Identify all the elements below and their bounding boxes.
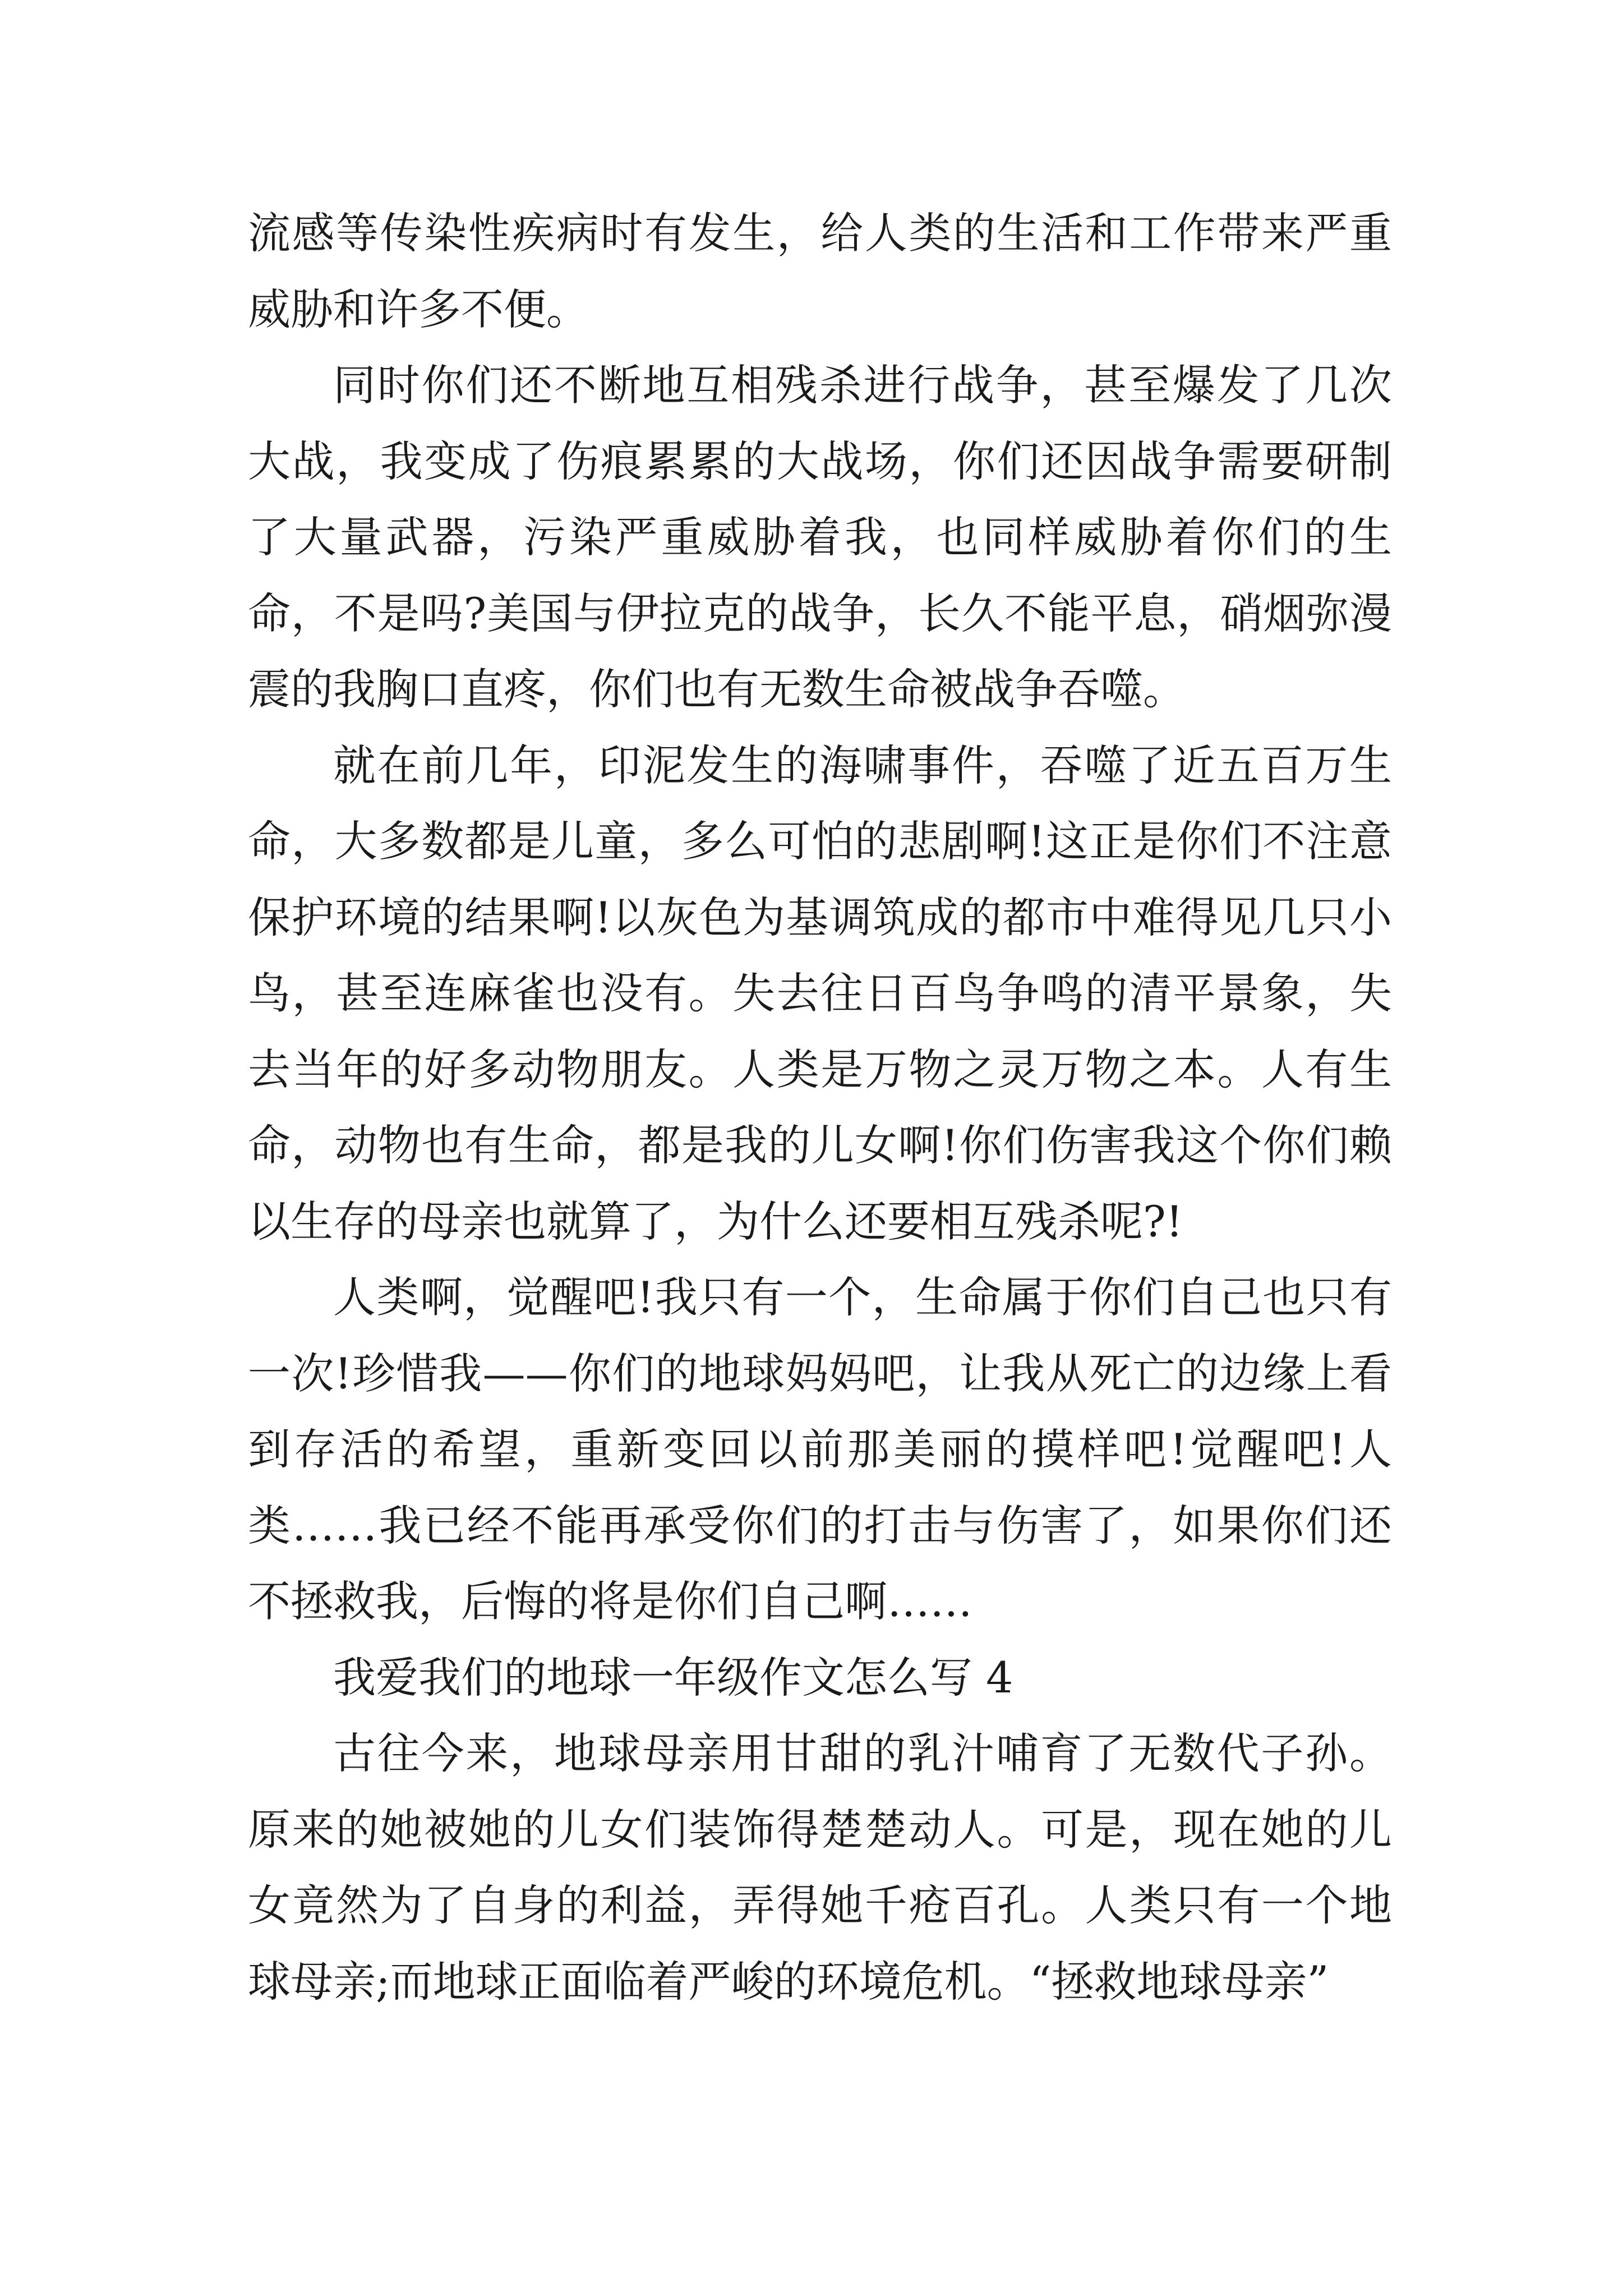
paragraph-awaken: 人类啊，觉醒吧!我只有一个，生命属于你们自己也只有一次!珍惜我——你们的地球妈妈吧，让我从死亡的边缘上看到存活的希望，重新变回以前那美丽的摸样吧!觉醒吧!人类……我已经不能再承受你们的打击与伤害了，如果你们还不拯救我，后悔的将是你们自己啊…… — [248, 1272, 1392, 1626]
paragraph-continuation: 流感等传染性疾病时有发生，给人类的生活和工作带来严重威胁和许多不便。 — [248, 208, 1392, 334]
paragraph-war: 同时你们还不断地互相残杀进行战争，甚至爆发了几次大战，我变成了伤痕累累的大战场，你们还因战争需要研制了大量武器，污染严重威胁着我，也同样威胁着你们的生命，不是吗?美国与伊拉克的战争，长久不能平息，硝烟弥漫震的我胸口直疼，你们也有无数生命被战争吞噬。 — [248, 360, 1392, 714]
document-body — [248, 195, 1392, 2019]
section-heading: 我爱我们的地球一年级作文怎么写 4 — [333, 1652, 1013, 1703]
paragraph-mother-earth: 古往今来，地球母亲用甘甜的乳汁哺育了无数代子孙。原来的她被她的儿女们装饰得楚楚动人。可是，现在她的儿女竟然为了自身的利益，弄得她千疮百孔。人类只有一个地球母亲;而地球正面临着严峻的环境危机。“拯救地球母亲” — [248, 1728, 1392, 2007]
paragraph-tsunami: 就在前几年，印泥发生的海啸事件，吞噬了近五百万生命，大多数都是儿童，多么可怕的悲剧啊!这正是你们不注意保护环境的结果啊!以灰色为基调筑成的都市中难得见几只小鸟，甚至连麻雀也没有。失去往日百鸟争鸣的清平景象，失去当年的好多动物朋友。人类是万物之灵万物之本。人有生命，动物也有生命，都是我的儿女啊!你们伤害我这个你们赖以生存的母亲也就算了，为什么还要相互残杀呢?! — [248, 740, 1392, 1246]
